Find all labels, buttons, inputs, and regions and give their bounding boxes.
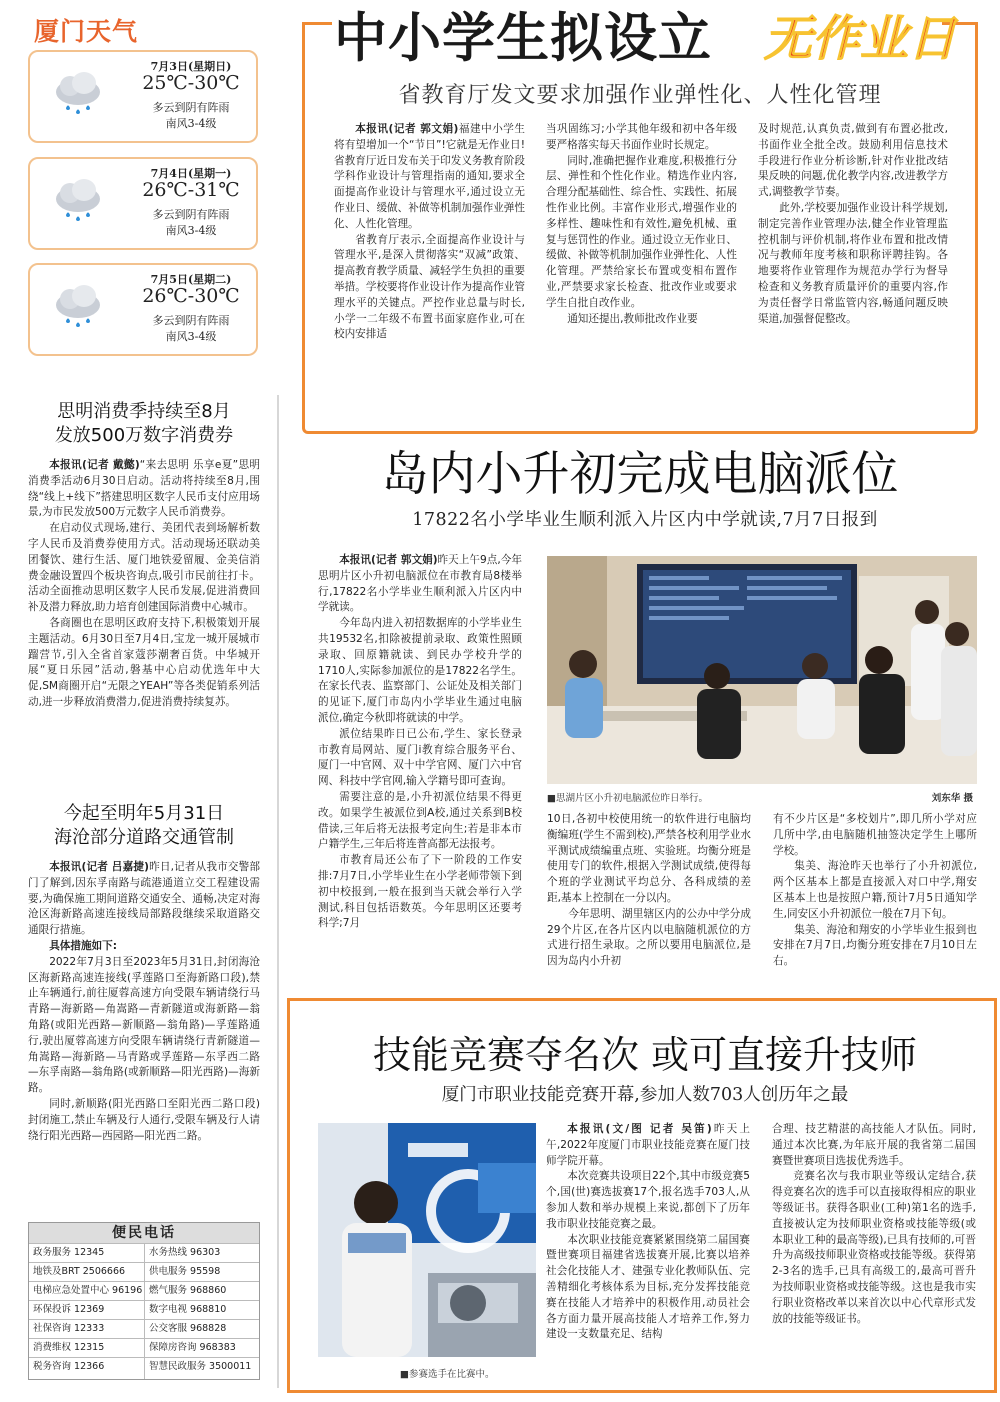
weather-title: 厦门天气 <box>34 17 139 46</box>
byline: 本报讯(记者 戴懿) <box>49 459 140 471</box>
homework-col2: 当巩固练习;小学其他年级和初中各年级要严格落实每天书面作业时长规定。 同时,准确把握作业难度,积极推行分层、弹性和个性化作业。精选作业内容,合理分配基础性、综合性、实践性、拓展性作业比例。丰富作业形式,增强作业的多样性、趣味性和有效性,避免机械、重复与惩罚性的作业。通过设立无作业日、缓做、补做等机制加强作业弹性化、人性化管理。严禁给家长布置或变相布置作业,严禁要求家长检查、批改作业或要求学生自批自改作业。 通知还提出,教师批改作业要 <box>546 123 737 325</box>
computer-photo-caption: ■思湖片区小升初电脑派位昨日举行。 刘东华 摄 <box>547 790 977 804</box>
computer-col1: 本报讯(记者 郭文娟)昨天上午9点,今年思明片区小升初电脑派位在市教育局8楼举行,17822名小学毕业生顺利派入片区内中学就读。 今年岛内进入初招数据库的小学毕业生共19532名,扣除被提前录取、政策性照顾录取、回原籍就读、到民办学校升学的1710人,实际参加派位的是17822名学生。在家长代表、监察部门、公证处及相关部门的见证下,厦门市岛内小学毕业生通过电脑派位,确定今秋即将就读的中学。 派位结果昨日已公布,学生、家长登录市教育局网站、厦门i教育综合服务平台、厦门一中官网、双十中学官网、厦门六中官网、科技中学官网,输入学籍号即可查询。 需要注意的是,小升初派位结果不得更改。如果学生被派位到A校,通过关系到B校借读,三年后将无法报考定向生;若是非本市户籍学生,三年后将连普高都无法报考。 市教育局还公布了下一阶段的工作安排:7月7日,小学毕业生在小学老师带领下到初中校报到,一般在报到当天就会举行入学测试,科目包括语数英。今年思明区还要考科学;7月 <box>318 554 522 930</box>
weather-temp: 26℃-31℃ <box>142 179 240 201</box>
homework-col3: 及时规范,认真负责,做到有布置必批改,书面作业全批全改。鼓励利用信息技术手段进行作业分析诊断,针对作业批改结果反映的问题,优化教学内容,改进教学方式,调整教学节奏。 此外,学校要加强作业设计科学规划,制定完善作业管理办法,健全作业管理监控机制与评价机制,将作业布置和批改情况与教师年度考核和职称评聘挂钩。各地要将作业管理作为规范办学行为督导检查和义务教育质量评价的重要内容,作为责任督学日常监管内容,畅通问题反映渠道,加强督促整改。 <box>758 123 948 325</box>
phone-table-title: 便民电话 <box>29 1223 259 1243</box>
skills-col1: 本报讯(文/图 记者 吴笛)昨天上午,2022年度厦门市职业技能竞赛在厦门技师学院开幕。 本次竞赛共设项目22个,其中市级竞赛5个,国(世)赛选拔赛17个,报名选手703人,从参加人数和举办规模上来说,都创下了历年我市职业技能竞赛之最。 本次职业技能竞赛紧紧围绕第二届国赛暨世赛项目福建省选拔赛开展,比赛以培养社会化技能人才、建强专业化教师队伍、完善精细化考核体系为目标,充分发挥技能竞赛在技能人才培养中的积极作用,动员社会各方面力量开展高技能人才培养工作,努力建设一支数量充足、结构 <box>546 1123 750 1341</box>
weather-card-day1 <box>28 50 258 143</box>
weather-temp: 26℃-30℃ <box>142 285 240 307</box>
traffic-headline: 今起至明年5月31日 海沧部分道路交通管制 <box>54 803 234 848</box>
cloud-rain-icon <box>52 177 104 229</box>
skills-headline: 技能竞赛夺名次 或可直接升技师 <box>372 1033 918 1077</box>
column-divider <box>277 395 279 1388</box>
byline: 本报讯(记者 郭文娟) <box>339 554 438 566</box>
byline: 本报讯(记者 郭文娟) <box>355 123 459 135</box>
weather-date: 7月5日(星期二) <box>150 273 232 286</box>
weather-temp: 25℃-30℃ <box>142 72 240 94</box>
photo-credit: 刘东华 摄 <box>931 793 973 804</box>
consumption-headline: 思明消费季持续至8月 发放500万数字消费券 <box>54 401 234 446</box>
weather-desc: 多云到阴有阵雨 <box>152 314 230 327</box>
skills-photo-caption: ■参赛选手在比赛中。 <box>400 1369 495 1380</box>
weather-wind: 南风3-4级 <box>165 117 217 130</box>
photo-illustration <box>318 1123 536 1357</box>
weather-wind: 南风3-4级 <box>165 330 217 343</box>
homework-subtitle: 省教育厅发文要求加强作业弹性化、人性化管理 <box>398 83 882 108</box>
caption-marker: ■ <box>400 1369 409 1380</box>
cloud-rain-icon <box>52 70 104 122</box>
computer-col3: 有不少片区是“多校划片”,即几所小学对应几所中学,由电脑随机抽签决定学生上哪所学校。 集美、海沧昨天也举行了小升初派位,两个区基本上都是直接派入对口中学,翔安区基本上也是按照户籍,预计7月5日通知学生,同安区小升初派位一般在7月下旬。 集美、海沧和翔安的小学毕业生报到也安排在7月7日,均衡分班安排在7月10日左右。 <box>773 813 977 968</box>
skills-col2: 合理、技艺精湛的高技能人才队伍。同时,通过本次比赛,为年底开展的我省第二届国赛暨世赛项目选拔优秀选手。 竞赛名次与我市职业等级认定结合,获得竞赛名次的选手可以直接取得相应的职业等级证书。获得各职业(工种)第1名的选手,直接被认定为技师职业资格或技能等级(或本职业工种的最高等级),已具有技师的,可晋升为高级技师职业资格或技能等级。获得第2-3名的选手,已具有高级工的,最高可晋升为技师职业资格或技能等级。这也是我市实行职业资格改革以来首次以中心代章形式发放的技能等级证书。 <box>772 1123 976 1325</box>
table-row: 环保投诉 12369 数字电视 968810 <box>29 1300 259 1319</box>
table-row: 政务服务 12345 水务热线 96303 <box>29 1243 259 1262</box>
byline: 本报讯(文/图 记者 吴笛) <box>567 1123 712 1135</box>
computer-subtitle: 17822名小学毕业生顺利派入片区内中学就读,7月7日报到 <box>412 510 878 530</box>
table-row: 税务咨询 12366 智慧民政服务 3500011 <box>29 1357 259 1376</box>
weather-date: 7月4日(星期一) <box>150 167 232 180</box>
convenience-phone-table <box>28 1222 260 1380</box>
weather-wind: 南风3-4级 <box>165 224 217 237</box>
computer-headline: 岛内小升初完成电脑派位 <box>381 447 899 502</box>
computer-col2: 10日,各初中校使用统一的软件进行电脑均衡编班(学生不需到校),严禁各校利用学业水平测试成绩编重点班、实验班。均衡分班是使用专门的软件,根据入学测试成绩,使得每个班的学业测试平均总分、各科成绩的差距,基本上控制在一分以内。 今年思明、湖里辖区内的公办中学分成29个片区,在各片区内以电脑随机派位的方式进行招生录取。之所以要用电脑派位,是因为岛内小升初 <box>547 813 751 968</box>
weather-date: 7月3日(星期日) <box>150 60 232 73</box>
skills-competition-photo <box>318 1123 536 1357</box>
computer-allocation-photo <box>547 556 977 784</box>
weather-card-day3 <box>28 263 258 356</box>
cloud-rain-icon <box>52 283 104 335</box>
caption-marker: ■ <box>547 793 556 804</box>
homework-headline: 中小学生拟设立 <box>334 8 712 69</box>
weather-desc: 多云到阴有阵雨 <box>152 101 230 114</box>
table-row: 地铁及BRT 2506666 供电服务 95598 <box>29 1262 259 1281</box>
weather-card-day2 <box>28 157 258 250</box>
table-row: 社保咨询 12333 公交客服 968828 <box>29 1319 259 1338</box>
homework-headline-highlight: 无作业日 <box>764 11 957 67</box>
byline: 本报讯(记者 吕嘉捷) <box>49 861 149 873</box>
table-row: 消费维权 12315 保障房咨询 968383 <box>29 1338 259 1357</box>
consumption-body: 本报讯(记者 戴懿)“来去思明 乐享e夏”思明消费季活动6月30日启动。活动将持续至8月,围绕“线上+线下”搭建思明区数字人民币支付应用场景,为市民发放500万元数字人民币消费券。 在启动仪式现场,建行、美团代表到场解析数字人民币及消费券使用方式。活动现场还联动美团餐饮、建行生活、厦门地铁爱留履、金美信消费金融设置四个板块咨询点,吸引市民前往打卡。活动全面推动思明区数字人民币发展,促进消费回补及潜力释放,助力培育创建国际消费中心城市。 各商圈也在思明区政府支持下,积极策划开展主题活动。6月30日至7月4日,宝龙一城开展城市蹓营节,引入全省首家蔻莎潮奢百货。中华城开展“夏日乐园”活动,磐基中心启动优选年中大促,SM商圈开启“无限之YEAH”等各类促销系列活动,进一步释放消费潜力,促进消费持续复苏。 <box>28 459 260 708</box>
table-row: 电梯应急处置中心 96196 燃气服务 968860 <box>29 1281 259 1300</box>
homework-col1: 本报讯(记者 郭文娟)福建中小学生将有望增加一个“节日”!它就是无作业日!省教育厅近日发布关于印发义务教育阶段学科作业设计与管理指南的通知,要求全面提高作业设计与管理水平,通过设立无作业日、缓做、补做等机制加强作业弹性化、人性化管理。 省教育厅表示,全面提高作业设计与管理水平,是深入贯彻落实“双减”政策、提高教育教学质量、减轻学生负担的重要举措。学校要将作业设计作为提高作业管理水平的关键点。严控作业总量与时长,小学一二年级不布置书面家庭作业,可在校内安排适 <box>334 123 525 341</box>
photo-illustration <box>547 556 977 784</box>
skills-subtitle: 厦门市职业技能竞赛开幕,参加人数703人创历年之最 <box>441 1085 849 1105</box>
traffic-body: 本报讯(记者 吕嘉捷)昨日,记者从我市交警部门了解到,因东孚南路与疏港通道立交工程建设需要,为确保施工期间道路交通安全、通畅,决定对海沧区海新路高速连接线局部路段继续采取道路交通限行措施。 具体措施如下: 2022年7月3日至2023年5月31日,封闭海沧区海新路高速连接线(孚莲路口至海新路口段),禁止车辆通行,前往厦蓉高速方向受限车辆请绕行马青路—海新路—角嵩路—青新隧道或海新路—翁角路(或阳光西路—新顺路—翁角路)—孚莲路通行,驶出厦蓉高速方向受限车辆请绕行青新隧道—角嵩路—海新路—马青路或孚莲路—东孚西二路—东孚南路—翁角路(或新顺路—阳光西路)—海新路。 同时,新顺路(阳光西路口至阳光西二路口段)封闭施工,禁止车辆及行人通行,受限车辆及行人请绕行阳光西路—西园路—阳光西二路。 <box>28 861 260 1142</box>
weather-desc: 多云到阴有阵雨 <box>152 208 230 221</box>
